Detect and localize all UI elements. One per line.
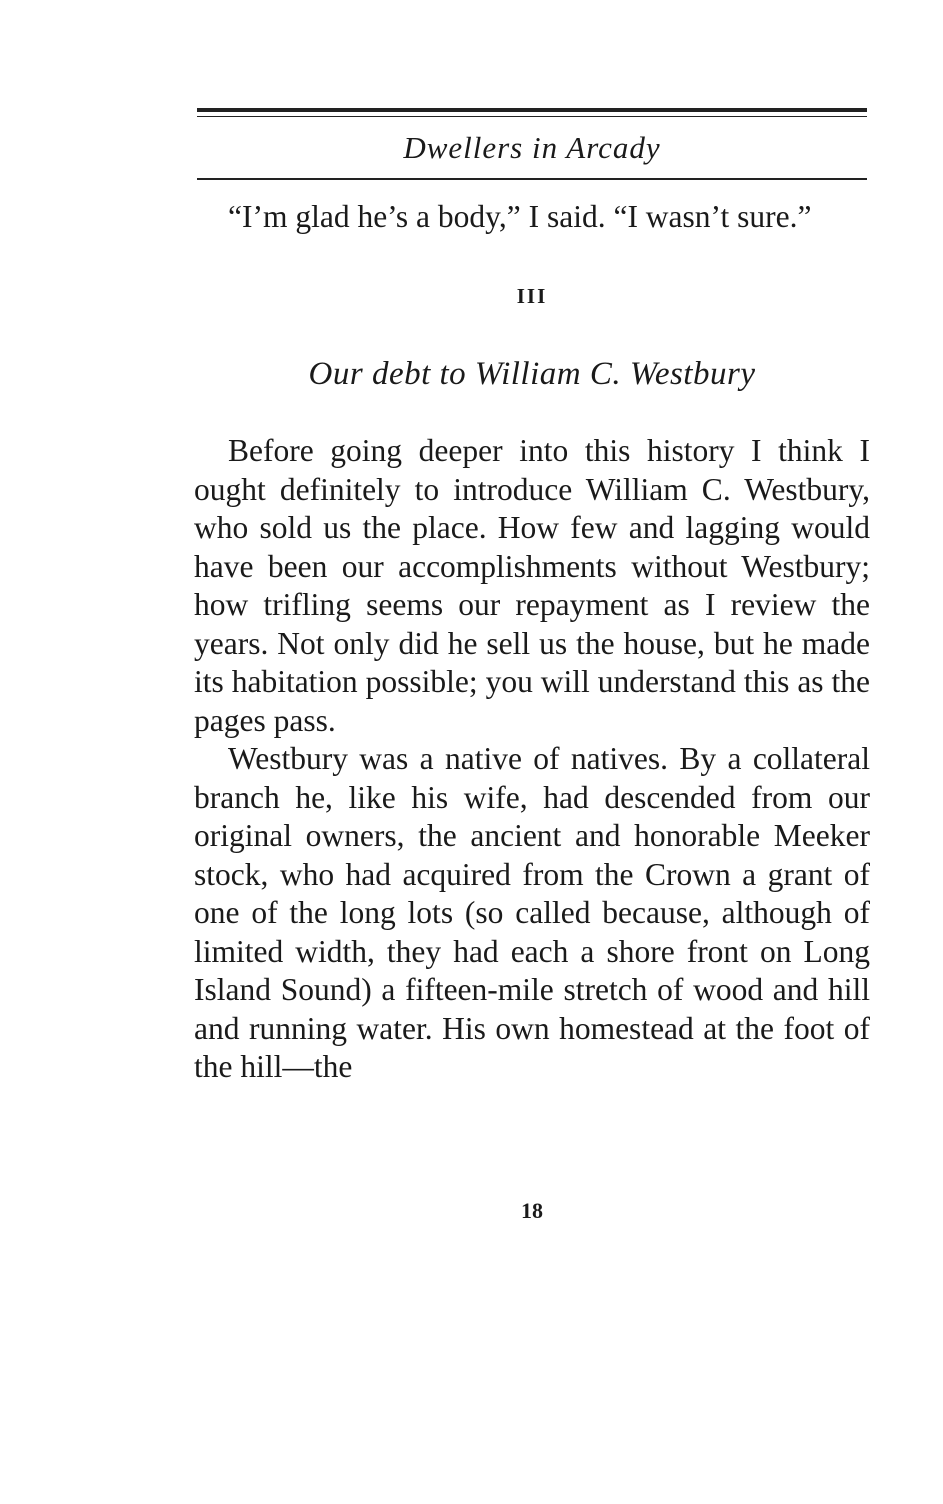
- opening-paragraph-block: [194, 198, 870, 237]
- header-rule-thin: [197, 116, 867, 117]
- header-rule-thick: [197, 108, 867, 112]
- running-head: Dwellers in Arcady: [403, 130, 661, 165]
- page-number: 18: [521, 1198, 543, 1223]
- opening-paragraph: “I’m glad he’s a body,” I said. “I wasn’t sure.”: [228, 199, 812, 234]
- section-title: Our debt to William C. Westbury: [308, 356, 756, 392]
- body-text: [194, 432, 870, 1087]
- section-number: III: [516, 284, 548, 308]
- body-paragraph-2: Westbury was a native of natives. By a collateral branch he, like his wife, had descended from our original owners, the ancient and honorable Meeker stock, who had acquired from the Crown a grant of one of the long lots (so called because, although of limited width, they had each a shore front on Long Island Sound) a fifteen-mile stretch of wood and hill and running water. His own homestead at the foot of the hill—the: [194, 741, 870, 1084]
- header-rule-bottom: [197, 178, 867, 180]
- body-paragraph-1: Before going deeper into this history I think I ought definitely to introduce William C. Westbury, who sold us the place. How few and lagging would have been our accomplishments without Westbury; how trifling seems our repayment as I review the years. Not only did he sell us the house, but he made its habitation possible; you will understand this as the pages pass.: [194, 433, 870, 738]
